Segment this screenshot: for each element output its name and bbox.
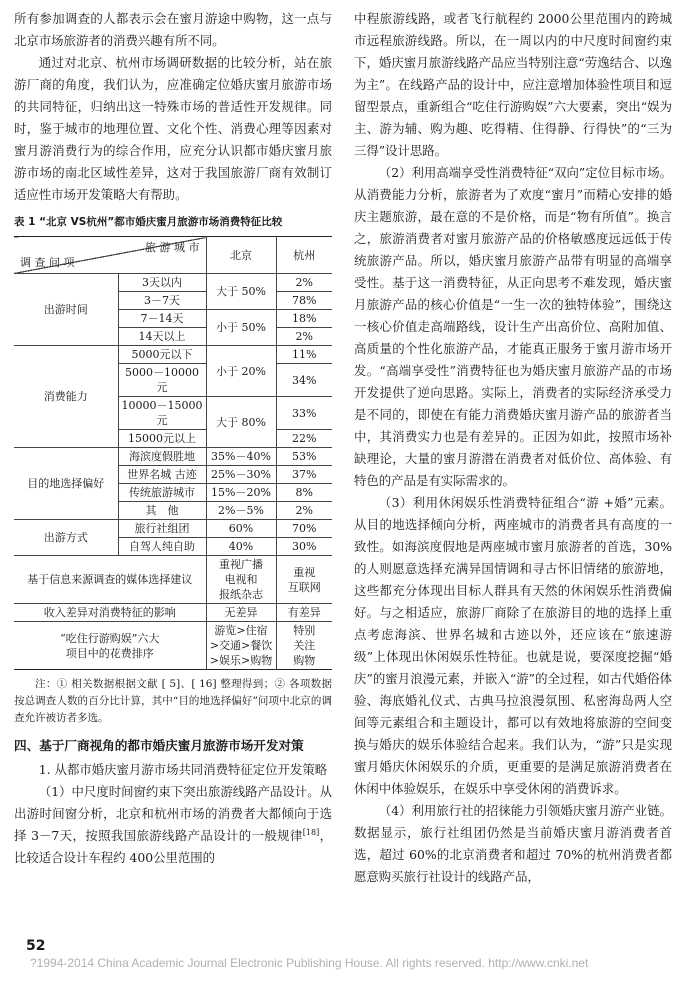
table-note: 注：① 相关数据根据文献 [ 5]、[ 16] 整理得到；② 各项数据按总调查人数的百分比计算，其中“目的地选择偏好”问项中北京的调查允许被访者多选。 bbox=[14, 678, 332, 724]
beijing-cell: 无差异 bbox=[206, 604, 276, 622]
beijing-cell: 2%－5% bbox=[206, 502, 276, 520]
hangzhou-cell: 8% bbox=[276, 484, 332, 502]
hangzhou-cell: 37% bbox=[276, 466, 332, 484]
left-column bbox=[14, 8, 332, 869]
table-header-row bbox=[14, 237, 332, 274]
sub-item-cell: 3天以内 bbox=[118, 274, 206, 292]
table-row bbox=[14, 520, 332, 538]
beijing-cell: 35%－40% bbox=[206, 448, 276, 466]
subsection-heading: 1. 从都市婚庆蜜月游市场共同消费特征定位开发策略 bbox=[38, 762, 328, 777]
paragraph-strategy-2: （2）利用高端享受性消费特征“双向”定位目标市场。从消费能力分析，旅游者为了欢度“蜜月”而精心安排的婚庆主题旅游，最在意的不是价格，而是“物有所值”。换言之，旅游消费者对蜜月旅游产品的价格敏感度远远低于传统旅游产品。所以，婚庆蜜月旅游产品带有明显的高端享受性。基于这一消费特征，从正向思考不难发现，婚庆蜜月旅游产品的核心价值是“一生一次的独特体验”，围绕这一核心价值走高端路线，设计生产出高价位、高附加值、高质量的个性化旅游产品，才能真正服务于蜜月游市场开发。“高端享受性”消费特征也为婚庆蜜月旅游产品的市场开发提供了逆向思路。实际上，消费者的实际经济承受力是不同的，即使在有能力消费婚庆蜜月游产品的旅游者当中，其消费实力也是有差异的。正因为如此，按照市场补缺理论，大量的蜜月游潜在消费者对低价位、高体验、有特色的产品是有实际需求的。 bbox=[354, 165, 672, 488]
category-cell: 出游时间 bbox=[14, 274, 118, 346]
hangzhou-cell: 70% bbox=[276, 520, 332, 538]
category-cell: 基于信息来源调查的媒体选择建议 bbox=[14, 556, 206, 604]
sub-item-cell: 世界名城 古迹 bbox=[118, 466, 206, 484]
category-cell: 出游方式 bbox=[14, 520, 118, 556]
paragraph-text: ，比较适合设计车程约 400公里范围的 bbox=[14, 828, 332, 865]
header-hangzhou: 杭州 bbox=[276, 237, 332, 274]
sub-item-cell: 5000元以下 bbox=[118, 346, 206, 364]
comparison-table bbox=[14, 236, 332, 670]
table-row bbox=[14, 448, 332, 466]
beijing-cell: 大于 80% bbox=[206, 397, 276, 448]
beijing-cell: 15%－20% bbox=[206, 484, 276, 502]
section-heading: 四、基于厂商视角的都市婚庆蜜月旅游市场开发对策 bbox=[14, 738, 304, 753]
page-number: 52 bbox=[26, 938, 46, 954]
hangzhou-cell: 2% bbox=[276, 274, 332, 292]
header-city-label: 旅 游 城 市 bbox=[145, 241, 200, 254]
sub-item-cell: 传统旅游城市 bbox=[118, 484, 206, 502]
hangzhou-cell: 2% bbox=[276, 328, 332, 346]
sub-item-cell: 海滨度假胜地 bbox=[118, 448, 206, 466]
sub-item-cell: 其 他 bbox=[118, 502, 206, 520]
hangzhou-cell: 18% bbox=[276, 310, 332, 328]
category-cell: 收入差异对消费特征的影响 bbox=[14, 604, 206, 622]
beijing-cell: 25%－30% bbox=[206, 466, 276, 484]
hangzhou-cell: 重视 互联网 bbox=[276, 556, 332, 604]
paragraph-intro-cont: 所有参加调查的人都表示会在蜜月游途中购物，这一点与北京市场旅游者的消费兴趣有所不同。 bbox=[14, 11, 332, 48]
beijing-cell: 重视广播 电视和 报纸杂志 bbox=[206, 556, 276, 604]
category-cell: “吃住行游购娱”六大 项目中的花费排序 bbox=[14, 622, 206, 670]
paragraph-analysis: 通过对北京、杭州市场调研数据的比较分析，站在旅游厂商的角度，我们认为，应准确定位婚庆蜜月旅游市场的共同特征，归纳出这一特殊市场的普适性开发规律。同时，鉴于城市的地理位置、文化个性、消费心理等因素对蜜月游消费行为的综合作用，应充分认识都市婚庆蜜月旅游市场的南北区域性差异，这对于我国旅游厂商有效制订适应性市场开发策略大有帮助。 bbox=[14, 55, 332, 202]
sub-item-cell: 7－14天 bbox=[118, 310, 206, 328]
hangzhou-cell: 有差异 bbox=[276, 604, 332, 622]
table-row bbox=[14, 556, 332, 604]
hangzhou-cell: 2% bbox=[276, 502, 332, 520]
right-column bbox=[354, 8, 672, 888]
paragraph-strategy-3: （3）利用休闲娱乐性消费特征组合“游 +婚”元素。从目的地选择倾向分析，两座城市的消费者具有高度的一致性。如海滨度假地是两座城市蜜月旅游者的首选，30%的人则愿意选择充满异国情调和寻古怀旧情绪的旅游地，这些都充分体现出目标人群具有天然的休闲娱乐性消费偏好。与之相适应，旅游厂商除了在旅游目的地的选择上重点考虑海滨、世界名城和古迹以外，还应该在“旅速游级”上体现出休闲娱乐性特征。也就是说，要深度挖掘“婚庆”的蜜月浪漫元素，并嵌入“游”的全过程，如古代婚俗体验、海底婚礼仪式、古典马拉浪漫氛围、私密海岛两人空间等元素组合和主题设计，都可以有效地将旅游的空间变换与婚庆的娱乐体验结合起来。我们认为，“游”只是实现蜜月婚庆休闲娱乐的介质，更重要的是满足旅游消费者在休闲中体验娱乐，在娱乐中享受休闲的消费诉求。 bbox=[354, 495, 672, 796]
copyright-footer: ?1994-2014 China Academic Journal Electronic Publishing House. All rights reserved. http://www.cnki.net bbox=[30, 956, 589, 970]
category-cell: 目的地选择偏好 bbox=[14, 448, 118, 520]
sub-item-cell: 14天以上 bbox=[118, 328, 206, 346]
hangzhou-cell: 30% bbox=[276, 538, 332, 556]
hangzhou-cell: 33% bbox=[276, 397, 332, 430]
sub-item-cell: 自驾人纯自助 bbox=[118, 538, 206, 556]
table-row bbox=[14, 622, 332, 670]
table-row bbox=[14, 274, 332, 292]
sub-item-cell: 5000－10000元 bbox=[118, 364, 206, 397]
sub-item-cell: 10000－15000元 bbox=[118, 397, 206, 430]
table-row bbox=[14, 346, 332, 364]
hangzhou-cell: 53% bbox=[276, 448, 332, 466]
beijing-cell: 游览>住宿 >交通>餐饮 >娱乐>购物 bbox=[206, 622, 276, 670]
hangzhou-cell: 78% bbox=[276, 292, 332, 310]
hangzhou-cell: 特别 关注 购物 bbox=[276, 622, 332, 670]
beijing-cell: 60% bbox=[206, 520, 276, 538]
citation-ref: [18] bbox=[302, 827, 320, 837]
category-cell: 消费能力 bbox=[14, 346, 118, 448]
hangzhou-cell: 22% bbox=[276, 430, 332, 448]
beijing-cell: 小于 20% bbox=[206, 346, 276, 397]
beijing-cell: 大于 50% bbox=[206, 274, 276, 310]
beijing-cell: 小于 50% bbox=[206, 310, 276, 346]
beijing-cell: 40% bbox=[206, 538, 276, 556]
table-row bbox=[14, 604, 332, 622]
table-caption: 表 1 “北京 VS杭州”都市婚庆蜜月旅游市场消费特征比较 bbox=[14, 216, 283, 228]
sub-item-cell: 3－7天 bbox=[118, 292, 206, 310]
paragraph-text: （1）中尺度时间窗约束下突出旅游线路产品设计。从出游时间窗分析，北京和杭州市场的消费者大都倾向于选择 3－7天，按照我国旅游线路产品设计的一般规律 bbox=[14, 784, 332, 843]
paragraph-strategy-1 bbox=[14, 781, 332, 869]
hangzhou-cell: 11% bbox=[276, 346, 332, 364]
diagonal-header-cell bbox=[14, 237, 206, 274]
paragraph-strategy-1-cont: 中程旅游线路，或者飞行航程约 2000公里范围内的跨城市远程旅游线路。所以，在一周以内的中尺度时间窗约束下，婚庆蜜月旅游线路产品应当特别注意“劳逸结合、以逸为主”。在线路产品的设计中，应注意增加体验性项目和逗留型景点，重新组合“吃住行游购娱”六大要素，突出“娱为主、游为辅、购为趣、吃得精、住得静、行得快”的“三为三得”设计思路。 bbox=[354, 11, 672, 158]
paragraph-strategy-4: （4）利用旅行社的招徕能力引领婚庆蜜月游产业链。数据显示，旅行社组团仍然是当前婚庆蜜月游消费者首选，超过 60%的北京消费者和超过 70%的杭州消费者都愿意购买旅行社设计的线路产品， bbox=[354, 803, 672, 884]
sub-item-cell: 15000元以上 bbox=[118, 430, 206, 448]
sub-item-cell: 旅行社组团 bbox=[118, 520, 206, 538]
header-beijing: 北京 bbox=[206, 237, 276, 274]
header-item-label: 调 查 问 项 bbox=[20, 256, 75, 269]
hangzhou-cell: 34% bbox=[276, 364, 332, 397]
